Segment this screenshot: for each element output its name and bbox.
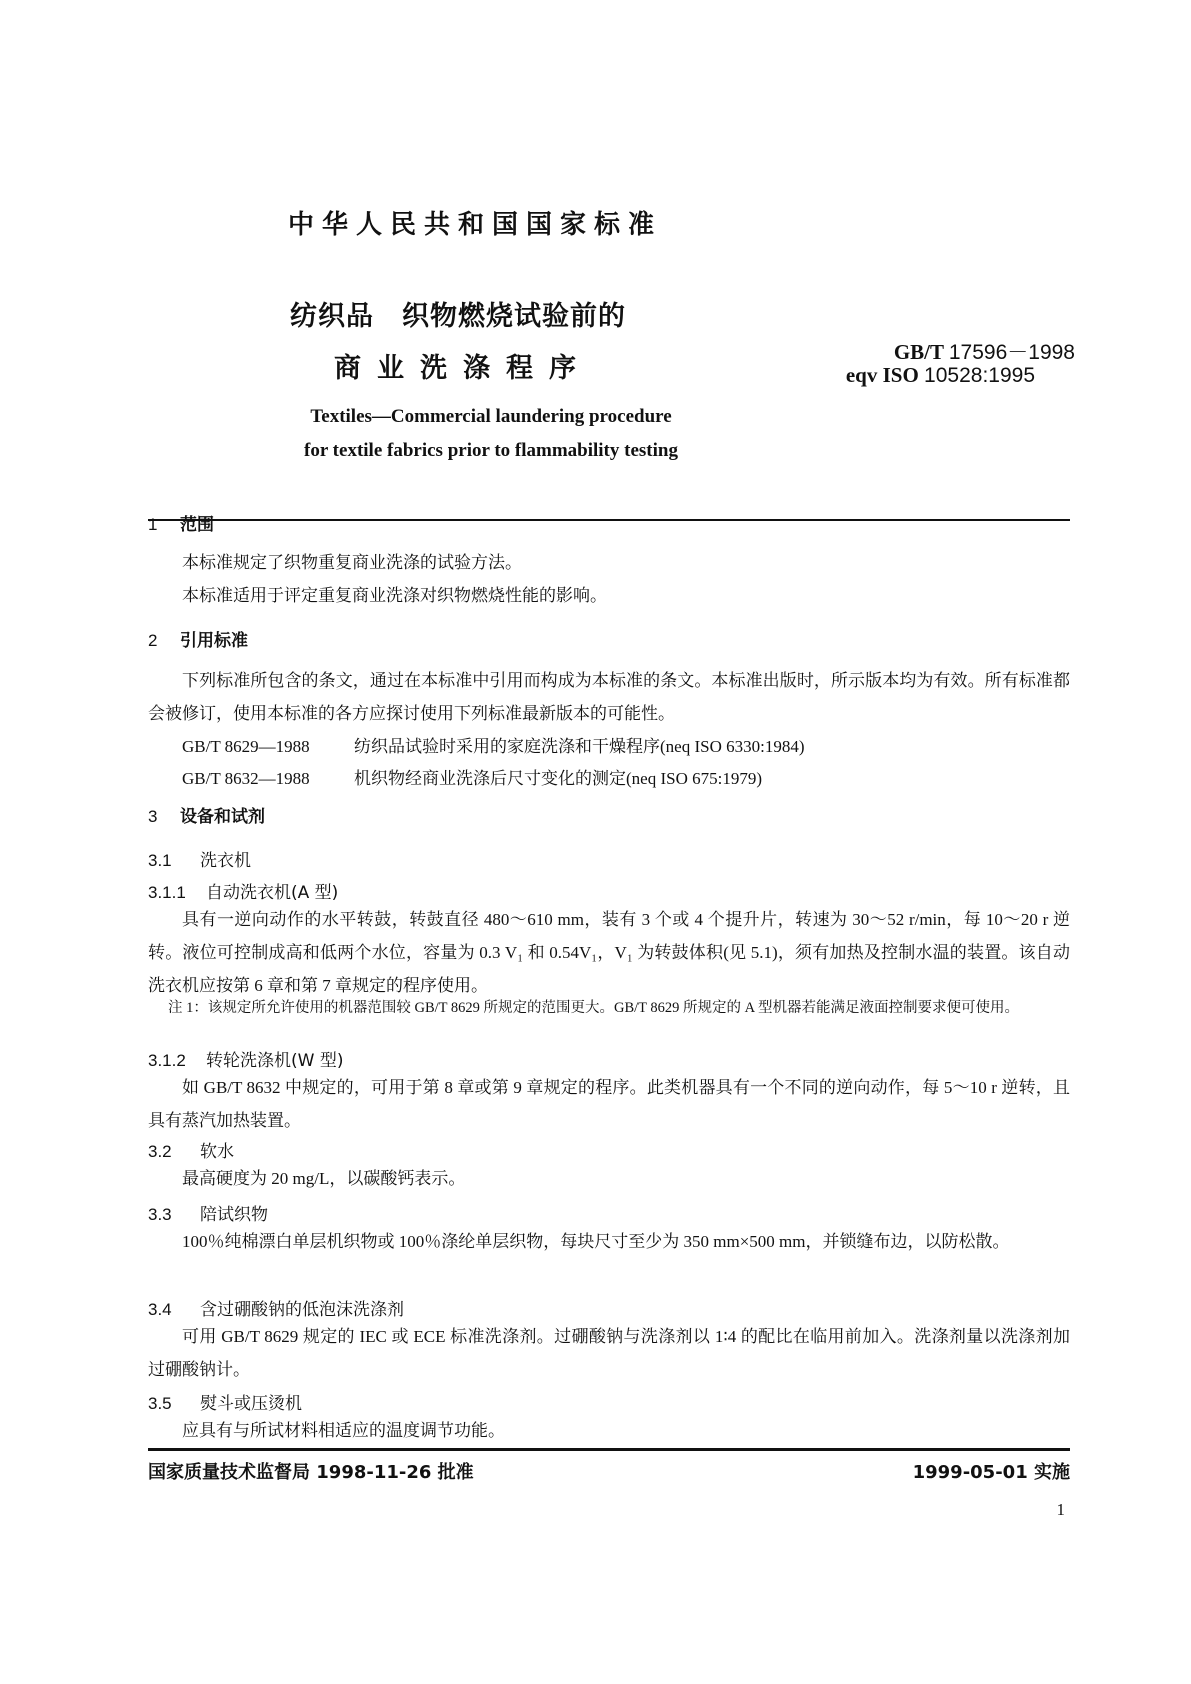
title-en: Textiles—Commercial laundering procedure for textile fabrics prior to flammability testing [304,406,678,461]
section-2-paragraph: 下列标准所包含的条文，通过在本标准中引用而构成为本标准的条文。本标准出版时，所示版本均为有效。所有标准都会被修订，使用本标准的各方应探讨使用下列标准最新版本的可能性。 [148,671,1070,723]
section-3-2-heading: 3.2 软水 [148,1142,234,1162]
section-3-4-paragraph: 可用 GB/T 8629 规定的 IEC 或 ECE 标准洗涤剂。过硼酸钠与洗涤剂以 1∶4 的配比在临用前加入。洗涤剂量以洗涤剂加过硼酸钠计。 [148,1327,1070,1379]
equivalence-number: eqv ISO 10528:1995 [845,363,1035,387]
page-number: 1 [1056,1500,1065,1519]
note-1: 注 1：该规定所允许使用的机器范围较 GB/T 8629 所规定的范围更大。GB/T 8629 所规定的 A 型机器若能满足液面控制要求便可使用。 [168,1000,1019,1016]
national-standard-heading: 中华人民共和国国家标准 [288,210,663,240]
bottom-divider [148,1448,1070,1451]
section-1-heading: 1 范围 [148,515,214,535]
section-3-1-2-heading: 3.1.2 转轮洗涤机(W 型) [148,1051,344,1071]
standard-number-block [650,341,1075,387]
section-3-4-heading: 3.4 含过硼酸钠的低泡沫洗涤剂 [148,1300,404,1320]
section-3-2-paragraph: 最高硬度为 20 mg/L，以碳酸钙表示。 [182,1169,466,1188]
title-cn-line1: 纺织品 织物燃烧试验前的 [290,301,626,332]
standard-number: GB/T 17596－1998 [893,340,1075,364]
section-3-1-1-paragraph: 具有一逆向动作的水平转鼓，转鼓直径 480～610 mm，装有 3 个或 4 个提升片，转速为 30～52 r/min，每 10～20 r 逆转。液位可控制成高和低两个水位，容量为 0.3 V₁ 和 0.54V₁，V₁ 为转鼓体积(见 5.1)，须有加热及控制水温的装置。该自动洗衣机应按第 6 章和第 7 章规定的程序使用。 [148,910,1070,995]
section-3-1-2-paragraph: 如 GB/T 8632 中规定的，可用于第 8 章或第 9 章规定的程序。此类机器具有一个不同的逆向动作，每 5～10 r 逆转，且具有蒸汽加热装置。 [148,1078,1070,1130]
section-3-5-heading: 3.5 熨斗或压烫机 [148,1394,302,1414]
section-3-1-heading: 3.1 洗衣机 [148,851,251,871]
section-1-paragraph-2: 本标准适用于评定重复商业洗涤对织物燃烧性能的影响。 [182,586,607,605]
section-3-1-1-heading: 3.1.1 自动洗衣机(A 型) [148,883,339,903]
reference-item: GB/T 8629—1988 纺织品试验时采用的家庭洗涤和干燥程序(neq ISO 6330:1984) [182,737,805,756]
section-3-heading: 3 设备和试剂 [148,807,265,827]
section-3-3-paragraph: 100％纯棉漂白单层机织物或 100％涤纶单层织物，每块尺寸至少为 350 mm×500 mm，并锁缝布边，以防松散。 [182,1232,1010,1251]
section-1-paragraph-1: 本标准规定了织物重复商业洗涤的试验方法。 [182,553,522,572]
reference-item: GB/T 8632—1988 机织物经商业洗涤后尺寸变化的测定(neq ISO 675:1979) [182,769,762,788]
section-2-heading: 2 引用标准 [148,631,248,651]
approval-info: 国家质量技术监督局 1998-11-26 批准 [148,1462,474,1483]
top-divider [148,519,1070,521]
implementation-date: 1999-05-01 实施 [912,1462,1070,1483]
title-cn-line2: 商业洗涤程序 [334,353,592,384]
section-3-3-heading: 3.3 陪试织物 [148,1205,268,1225]
section-3-5-paragraph: 应具有与所试材料相适应的温度调节功能。 [182,1421,505,1440]
